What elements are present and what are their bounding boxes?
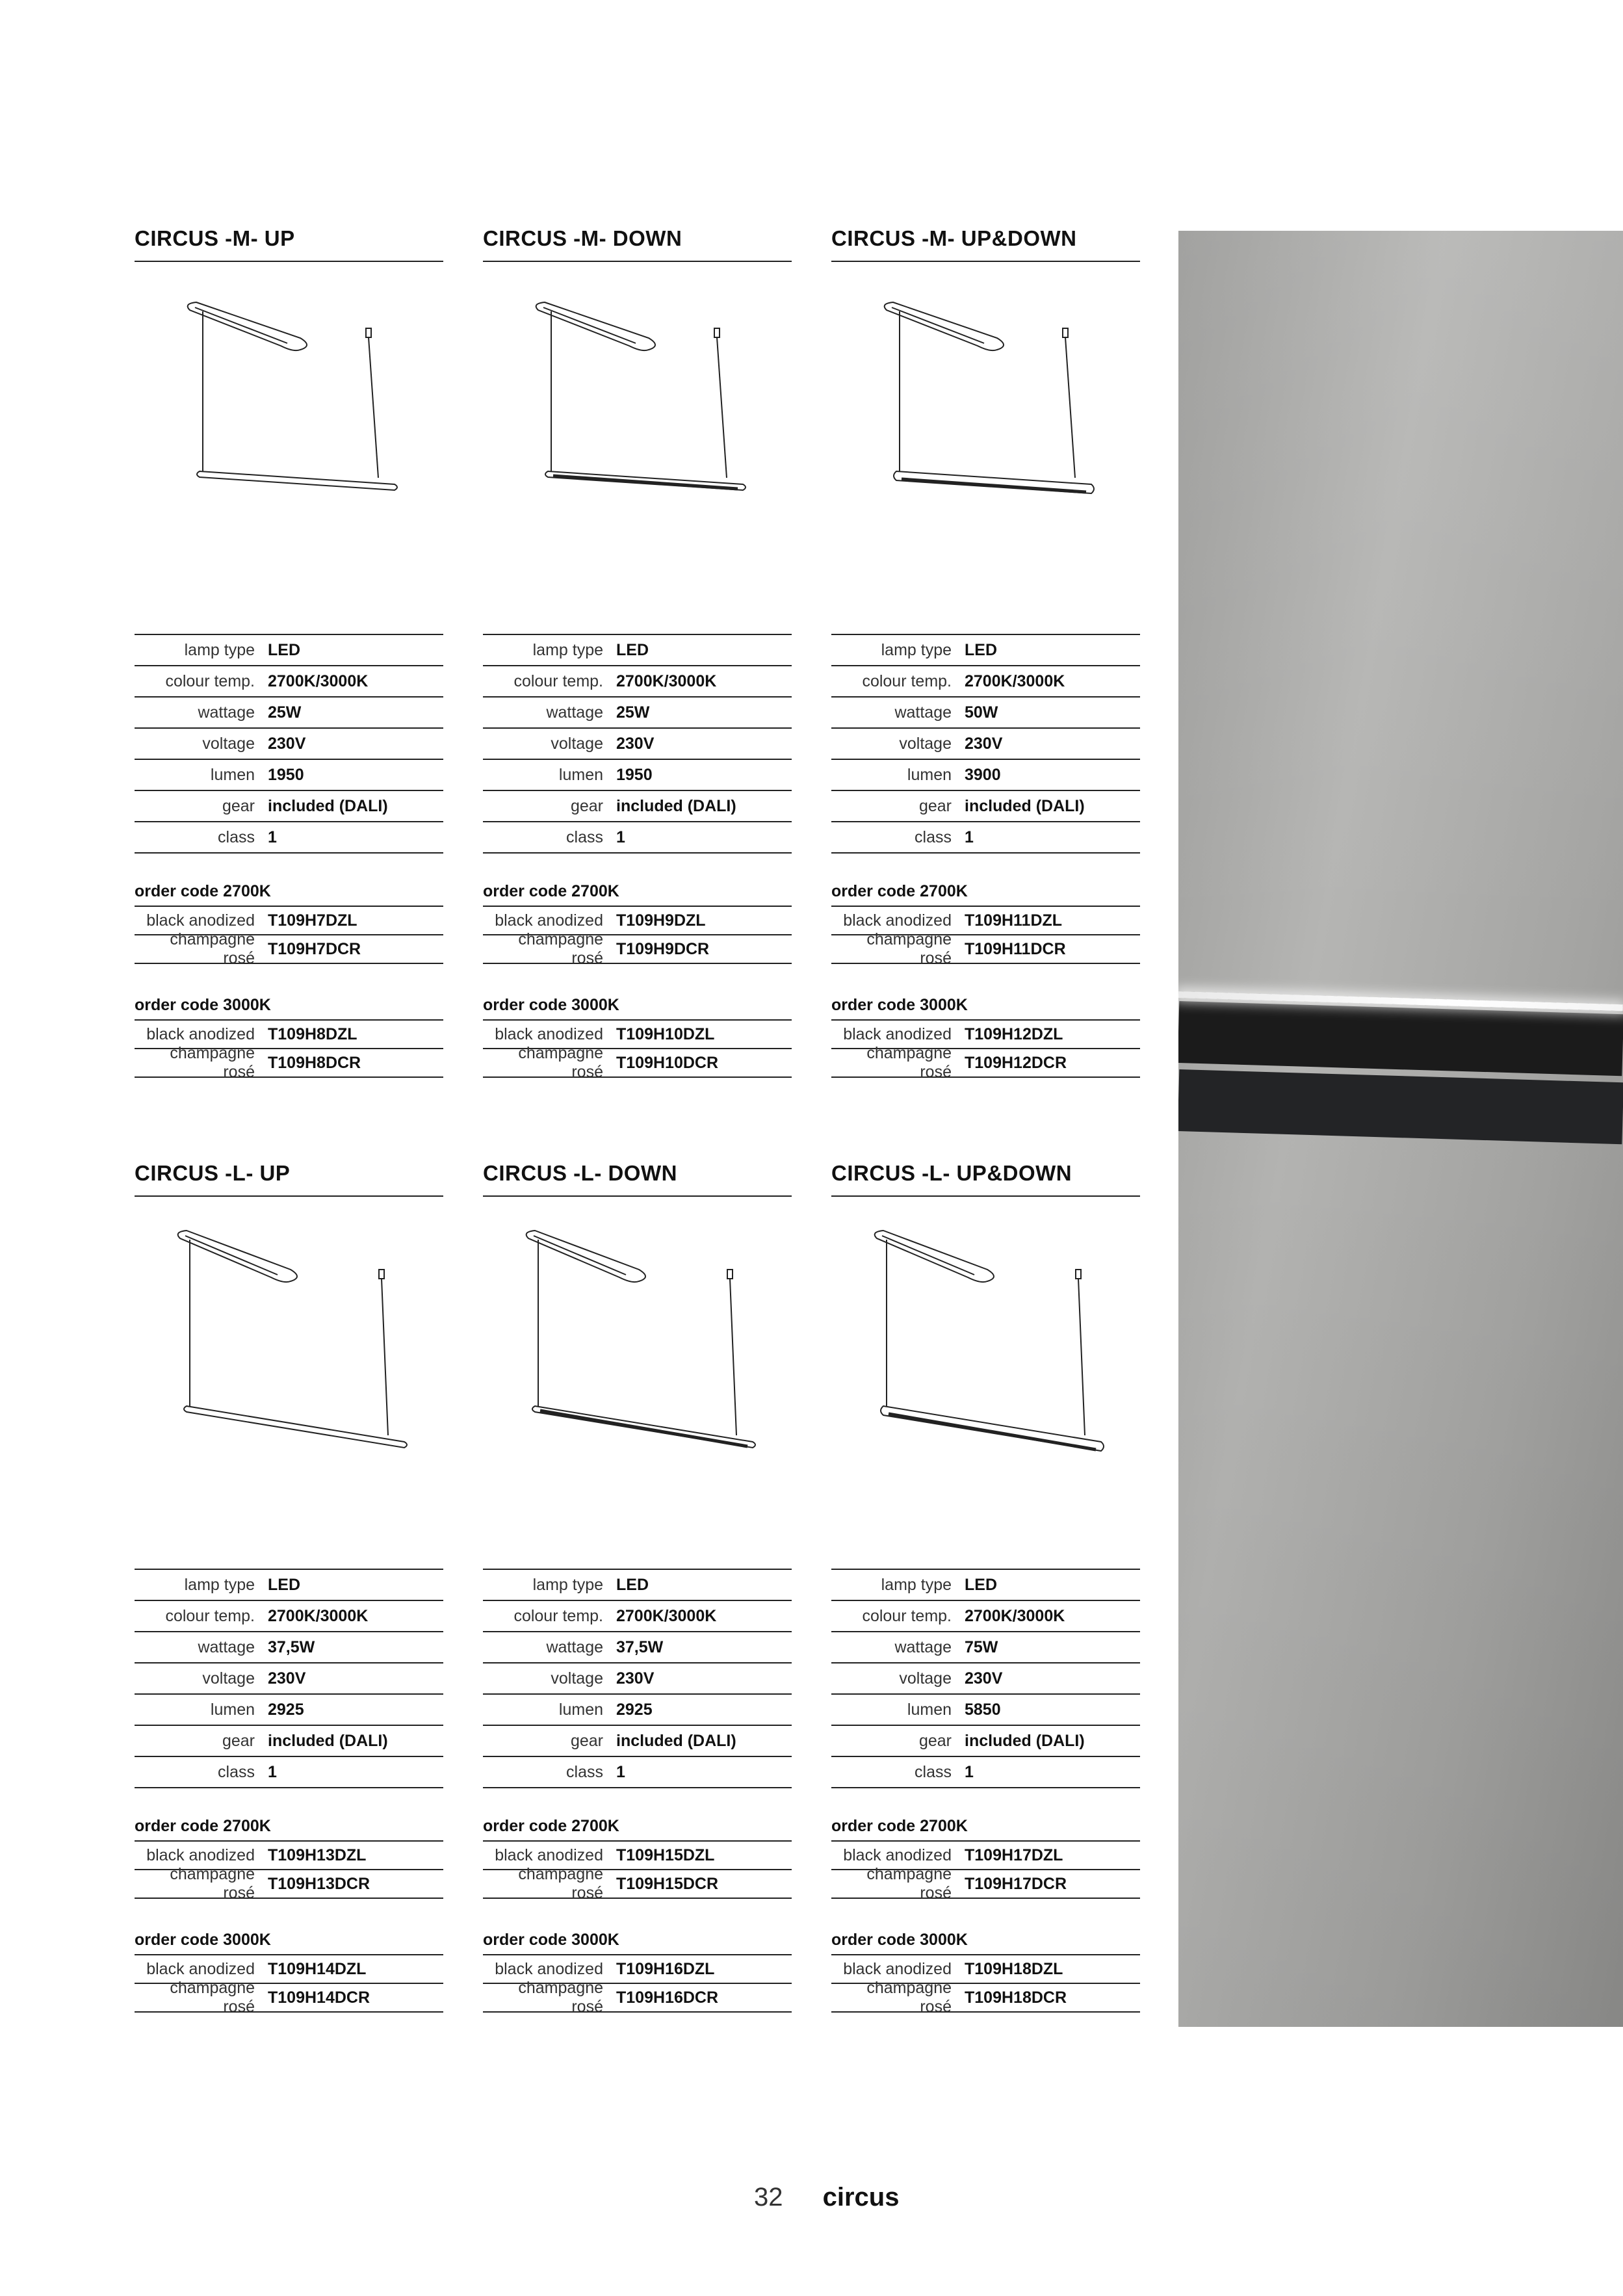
order-code-title: order code 3000K bbox=[135, 993, 443, 1021]
finish-label: champagne rosé bbox=[518, 1865, 603, 1902]
spec-label: gear bbox=[570, 1731, 603, 1750]
order-code-row bbox=[135, 930, 443, 967]
spec-label: colour temp. bbox=[513, 1606, 603, 1625]
spec-table bbox=[483, 1569, 792, 1788]
spec-table bbox=[135, 1569, 443, 1788]
spec-row bbox=[831, 1757, 1140, 1788]
spec-value: 1950 bbox=[616, 765, 653, 784]
finish-label: black anodized bbox=[843, 911, 952, 930]
finish-label: champagne rosé bbox=[866, 1979, 952, 2016]
spec-value: included (DALI) bbox=[616, 1731, 736, 1750]
spec-label: colour temp. bbox=[862, 1606, 952, 1625]
spec-value: LED bbox=[268, 1575, 300, 1594]
spec-value: 1 bbox=[616, 828, 625, 846]
spec-value: 230V bbox=[268, 734, 306, 753]
finish-label: champagne rosé bbox=[170, 1044, 255, 1081]
spec-row bbox=[831, 822, 1140, 854]
lamp-drawing bbox=[831, 276, 1140, 536]
spec-row bbox=[135, 729, 443, 760]
spec-label: wattage bbox=[894, 703, 952, 722]
order-code: T109H18DZL bbox=[965, 1959, 1063, 1978]
spec-row bbox=[135, 1601, 443, 1632]
canopy-plate bbox=[885, 302, 1004, 350]
spec-label: voltage bbox=[202, 1669, 255, 1688]
spec-row bbox=[135, 1757, 443, 1788]
order-code: T109H12DCR bbox=[965, 1053, 1067, 1072]
spec-label: voltage bbox=[899, 734, 952, 753]
page-footer bbox=[754, 2183, 899, 2212]
spec-label: gear bbox=[222, 796, 255, 815]
suspension-wire bbox=[1078, 1279, 1085, 1435]
product-title: CIRCUS -L- UP&DOWN bbox=[831, 1159, 1140, 1197]
order-code-row bbox=[135, 1044, 443, 1081]
order-code: T109H7DZL bbox=[268, 911, 357, 930]
spec-value: 37,5W bbox=[616, 1637, 664, 1656]
spec-row bbox=[135, 760, 443, 791]
canopy-plate bbox=[178, 1231, 297, 1282]
finish-label: black anodized bbox=[843, 1024, 952, 1043]
spec-value: 2700K/3000K bbox=[965, 672, 1065, 690]
spec-value: 230V bbox=[616, 734, 655, 753]
lamp-drawing bbox=[483, 1211, 792, 1471]
spec-label: class bbox=[218, 1762, 255, 1781]
spec-value: 230V bbox=[965, 1669, 1003, 1688]
finish-label: black anodized bbox=[146, 911, 255, 930]
product-photo bbox=[1178, 231, 1623, 2027]
spec-row bbox=[831, 1601, 1140, 1632]
order-code-row bbox=[135, 1979, 443, 2016]
spec-value: 2925 bbox=[616, 1700, 653, 1719]
page-number: 32 bbox=[754, 2183, 783, 2211]
order-code-row bbox=[483, 1865, 792, 1902]
finish-label: black anodized bbox=[495, 1959, 603, 1978]
spec-label: class bbox=[566, 828, 603, 846]
product-block bbox=[135, 224, 443, 1089]
spec-label: lumen bbox=[558, 1700, 603, 1719]
spec-row bbox=[831, 1663, 1140, 1695]
spec-label: wattage bbox=[198, 703, 255, 722]
spec-label: lamp type bbox=[881, 1575, 952, 1594]
product-title: CIRCUS -M- UP&DOWN bbox=[831, 224, 1140, 262]
finish-label: champagne rosé bbox=[170, 930, 255, 967]
finish-label: black anodized bbox=[843, 1959, 952, 1978]
lamp-drawing bbox=[831, 1211, 1140, 1471]
canopy-edge bbox=[195, 307, 287, 343]
cable-clip bbox=[727, 1270, 733, 1279]
finish-label: black anodized bbox=[495, 1024, 603, 1043]
spec-label: class bbox=[915, 828, 952, 846]
cable-clip bbox=[366, 328, 371, 337]
spec-value: 75W bbox=[965, 1637, 998, 1656]
order-code-table bbox=[831, 993, 1140, 1081]
spec-value: LED bbox=[965, 1575, 997, 1594]
order-code: T109H10DZL bbox=[616, 1024, 715, 1043]
order-code: T109H14DZL bbox=[268, 1959, 367, 1978]
canopy-plate bbox=[875, 1231, 994, 1282]
spec-label: lamp type bbox=[184, 1575, 255, 1594]
spec-value: LED bbox=[616, 1575, 649, 1594]
spec-value: 3900 bbox=[965, 765, 1001, 784]
product-title: CIRCUS -L- DOWN bbox=[483, 1159, 792, 1197]
spec-row bbox=[135, 791, 443, 822]
spec-label: colour temp. bbox=[165, 672, 255, 690]
order-code-title: order code 2700K bbox=[483, 880, 792, 907]
order-code: T109H17DCR bbox=[965, 1874, 1067, 1893]
spec-label: lumen bbox=[210, 765, 255, 784]
order-code-row bbox=[483, 930, 792, 967]
order-code: T109H15DZL bbox=[616, 1846, 715, 1864]
order-code-table bbox=[483, 880, 792, 967]
spec-value: 230V bbox=[965, 734, 1003, 753]
spec-row bbox=[483, 698, 792, 729]
spec-row bbox=[483, 1663, 792, 1695]
spec-row bbox=[831, 729, 1140, 760]
spec-value: 1 bbox=[268, 828, 277, 846]
light-bar bbox=[197, 471, 397, 490]
spec-label: class bbox=[218, 828, 255, 846]
spec-label: gear bbox=[918, 796, 952, 815]
lamp-drawing bbox=[483, 276, 792, 536]
canopy-plate bbox=[536, 302, 655, 350]
product-title: CIRCUS -M- DOWN bbox=[483, 224, 792, 262]
finish-label: black anodized bbox=[843, 1846, 952, 1864]
order-code-title: order code 2700K bbox=[135, 880, 443, 907]
spec-label: gear bbox=[918, 1731, 952, 1750]
spec-value: 230V bbox=[616, 1669, 655, 1688]
spec-label: wattage bbox=[198, 1637, 255, 1656]
canopy-plate bbox=[188, 302, 307, 350]
spec-value: 25W bbox=[268, 703, 302, 722]
order-code-table bbox=[135, 993, 443, 1081]
order-code-title: order code 2700K bbox=[831, 1814, 1140, 1842]
spec-label: wattage bbox=[546, 1637, 603, 1656]
spec-row bbox=[831, 635, 1140, 666]
spec-label: lamp type bbox=[881, 640, 952, 659]
order-code-row bbox=[831, 930, 1140, 967]
suspension-wire bbox=[382, 1279, 388, 1435]
spec-row bbox=[135, 666, 443, 698]
order-code: T109H9DZL bbox=[616, 911, 706, 930]
spec-label: colour temp. bbox=[513, 672, 603, 690]
spec-value: 2700K/3000K bbox=[268, 1606, 369, 1625]
spec-row bbox=[831, 791, 1140, 822]
product-illustration bbox=[483, 276, 792, 536]
finish-label: black anodized bbox=[146, 1846, 255, 1864]
spec-label: lamp type bbox=[532, 1575, 603, 1594]
spec-label: wattage bbox=[546, 703, 603, 722]
spec-label: colour temp. bbox=[165, 1606, 255, 1625]
spec-value: 25W bbox=[616, 703, 650, 722]
spec-row bbox=[831, 1726, 1140, 1757]
product-illustration bbox=[831, 276, 1140, 536]
spec-label: class bbox=[915, 1762, 952, 1781]
spec-row bbox=[135, 1570, 443, 1601]
spec-value: 2700K/3000K bbox=[616, 1606, 717, 1625]
order-code-row bbox=[831, 1865, 1140, 1902]
order-code: T109H8DZL bbox=[268, 1024, 357, 1043]
order-code-title: order code 3000K bbox=[135, 1928, 443, 1955]
spec-row bbox=[135, 822, 443, 854]
order-code: T109H8DCR bbox=[268, 1053, 361, 1072]
order-code-table bbox=[483, 1928, 792, 2016]
spec-value: LED bbox=[616, 640, 649, 659]
spec-row bbox=[483, 635, 792, 666]
order-code: T109H13DZL bbox=[268, 1846, 367, 1864]
spec-row bbox=[831, 1632, 1140, 1663]
order-code: T109H9DCR bbox=[616, 939, 710, 958]
spec-value: included (DALI) bbox=[965, 1731, 1085, 1750]
spec-label: voltage bbox=[899, 1669, 952, 1688]
spec-row bbox=[135, 635, 443, 666]
suspension-wire bbox=[730, 1279, 736, 1435]
finish-label: black anodized bbox=[146, 1024, 255, 1043]
finish-label: champagne rosé bbox=[170, 1979, 255, 2016]
spec-row bbox=[831, 760, 1140, 791]
finish-label: champagne rosé bbox=[518, 1044, 603, 1081]
product-illustration bbox=[135, 276, 443, 536]
spec-label: lumen bbox=[558, 765, 603, 784]
order-code-table bbox=[135, 1814, 443, 1902]
spec-label: voltage bbox=[551, 734, 603, 753]
product-block bbox=[831, 1159, 1140, 2024]
light-bar-diffuser bbox=[540, 1411, 747, 1446]
light-bar-diffuser bbox=[889, 1414, 1096, 1450]
spec-label: lumen bbox=[907, 765, 952, 784]
spec-label: lamp type bbox=[184, 640, 255, 659]
photo-fixture-lower bbox=[1178, 1069, 1623, 1144]
spec-label: voltage bbox=[551, 1669, 603, 1688]
suspension-wire bbox=[717, 337, 727, 478]
suspension-wire bbox=[1065, 337, 1075, 478]
spec-row bbox=[483, 1726, 792, 1757]
spec-value: 50W bbox=[965, 703, 998, 722]
canopy-edge bbox=[185, 1236, 278, 1275]
finish-label: champagne rosé bbox=[866, 930, 952, 967]
spec-value: 2700K/3000K bbox=[616, 672, 717, 690]
order-code-title: order code 3000K bbox=[483, 993, 792, 1021]
order-code-title: order code 2700K bbox=[831, 880, 1140, 907]
order-code: T109H16DZL bbox=[616, 1959, 715, 1978]
order-code: T109H17DZL bbox=[965, 1846, 1063, 1864]
finish-label: black anodized bbox=[495, 1846, 603, 1864]
spec-table bbox=[483, 634, 792, 854]
order-code-row bbox=[483, 1979, 792, 2016]
spec-row bbox=[135, 1695, 443, 1726]
product-illustration bbox=[483, 1211, 792, 1471]
spec-value: 2700K/3000K bbox=[268, 672, 369, 690]
product-block bbox=[135, 1159, 443, 2024]
spec-value: 2925 bbox=[268, 1700, 304, 1719]
spec-row bbox=[831, 698, 1140, 729]
order-code-row bbox=[831, 1979, 1140, 2016]
order-code-title: order code 2700K bbox=[483, 1814, 792, 1842]
canopy-edge bbox=[534, 1236, 626, 1275]
order-code: T109H10DCR bbox=[616, 1053, 719, 1072]
spec-value: 230V bbox=[268, 1669, 306, 1688]
order-code: T109H14DCR bbox=[268, 1988, 370, 2007]
spec-table bbox=[831, 634, 1140, 854]
spec-row bbox=[483, 1632, 792, 1663]
finish-label: champagne rosé bbox=[866, 1044, 952, 1081]
canopy-edge bbox=[882, 1236, 974, 1275]
product-illustration bbox=[135, 1211, 443, 1471]
order-code-title: order code 2700K bbox=[135, 1814, 443, 1842]
spec-value: included (DALI) bbox=[268, 1731, 388, 1750]
order-code: T109H12DZL bbox=[965, 1024, 1063, 1043]
order-code-row bbox=[831, 1044, 1140, 1081]
spec-row bbox=[483, 1695, 792, 1726]
finish-label: black anodized bbox=[146, 1959, 255, 1978]
suspension-wire bbox=[369, 337, 378, 478]
spec-label: class bbox=[566, 1762, 603, 1781]
order-code-table bbox=[483, 1814, 792, 1902]
photo-fixture-body bbox=[1178, 1001, 1623, 1076]
spec-value: included (DALI) bbox=[965, 796, 1085, 815]
spec-label: colour temp. bbox=[862, 672, 952, 690]
order-code-title: order code 3000K bbox=[831, 993, 1140, 1021]
order-code-row bbox=[135, 1865, 443, 1902]
spec-value: 1950 bbox=[268, 765, 304, 784]
order-code-title: order code 3000K bbox=[483, 1928, 792, 1955]
spec-table bbox=[831, 1569, 1140, 1788]
spec-label: lamp type bbox=[532, 640, 603, 659]
spec-row bbox=[135, 1726, 443, 1757]
spec-row bbox=[135, 698, 443, 729]
product-block bbox=[483, 1159, 792, 2024]
cable-clip bbox=[1063, 328, 1068, 337]
light-bar bbox=[184, 1406, 407, 1448]
spec-value: LED bbox=[965, 640, 997, 659]
order-code-table bbox=[831, 1928, 1140, 2016]
order-code: T109H16DCR bbox=[616, 1988, 719, 2007]
order-code-table bbox=[831, 880, 1140, 967]
order-code: T109H11DCR bbox=[965, 939, 1066, 958]
spec-value: included (DALI) bbox=[268, 796, 388, 815]
spec-row bbox=[831, 1695, 1140, 1726]
spec-value: 2700K/3000K bbox=[965, 1606, 1065, 1625]
spec-value: 1 bbox=[965, 1762, 974, 1781]
spec-row bbox=[831, 666, 1140, 698]
spec-value: included (DALI) bbox=[616, 796, 736, 815]
spec-row bbox=[483, 729, 792, 760]
spec-value: 1 bbox=[268, 1762, 277, 1781]
finish-label: black anodized bbox=[495, 911, 603, 930]
spec-value: 37,5W bbox=[268, 1637, 315, 1656]
order-code: T109H11DZL bbox=[965, 911, 1063, 930]
light-bar-diffuser bbox=[902, 479, 1086, 492]
spec-label: gear bbox=[222, 1731, 255, 1750]
canopy-plate bbox=[526, 1231, 645, 1282]
spec-row bbox=[135, 1632, 443, 1663]
order-code: T109H15DCR bbox=[616, 1874, 719, 1893]
order-code-table bbox=[483, 993, 792, 1081]
spec-table bbox=[135, 634, 443, 854]
order-code: T109H18DCR bbox=[965, 1988, 1067, 2007]
product-block bbox=[483, 224, 792, 1089]
finish-label: champagne rosé bbox=[518, 1979, 603, 2016]
spec-row bbox=[483, 666, 792, 698]
cable-clip bbox=[714, 328, 720, 337]
spec-label: gear bbox=[570, 796, 603, 815]
order-code-table bbox=[135, 880, 443, 967]
order-code: T109H7DCR bbox=[268, 939, 361, 958]
finish-label: champagne rosé bbox=[518, 930, 603, 967]
canopy-edge bbox=[892, 307, 984, 343]
order-code-row bbox=[483, 1044, 792, 1081]
spec-row bbox=[483, 791, 792, 822]
cable-clip bbox=[1076, 1270, 1081, 1279]
order-code-title: order code 3000K bbox=[831, 1928, 1140, 1955]
spec-label: lumen bbox=[907, 1700, 952, 1719]
spec-value: 1 bbox=[965, 828, 974, 846]
product-block bbox=[831, 224, 1140, 1089]
finish-label: champagne rosé bbox=[170, 1865, 255, 1902]
order-code-table bbox=[831, 1814, 1140, 1902]
spec-label: voltage bbox=[202, 734, 255, 753]
spec-row bbox=[483, 760, 792, 791]
spec-row bbox=[483, 1570, 792, 1601]
spec-row bbox=[483, 1601, 792, 1632]
canopy-edge bbox=[543, 307, 636, 343]
spec-value: 5850 bbox=[965, 1700, 1001, 1719]
lamp-drawing bbox=[135, 1211, 443, 1471]
cable-clip bbox=[379, 1270, 384, 1279]
finish-label: champagne rosé bbox=[866, 1865, 952, 1902]
product-title: CIRCUS -M- UP bbox=[135, 224, 443, 262]
spec-row bbox=[483, 822, 792, 854]
order-code-table bbox=[135, 1928, 443, 2016]
product-illustration bbox=[831, 1211, 1140, 1471]
spec-row bbox=[135, 1663, 443, 1695]
spec-value: LED bbox=[268, 640, 300, 659]
lamp-drawing bbox=[135, 276, 443, 536]
product-title: CIRCUS -L- UP bbox=[135, 1159, 443, 1197]
order-code: T109H13DCR bbox=[268, 1874, 370, 1893]
brand-name: circus bbox=[822, 2183, 900, 2211]
spec-value: 1 bbox=[616, 1762, 625, 1781]
spec-label: wattage bbox=[894, 1637, 952, 1656]
spec-row bbox=[483, 1757, 792, 1788]
spec-row bbox=[831, 1570, 1140, 1601]
spec-label: lumen bbox=[210, 1700, 255, 1719]
